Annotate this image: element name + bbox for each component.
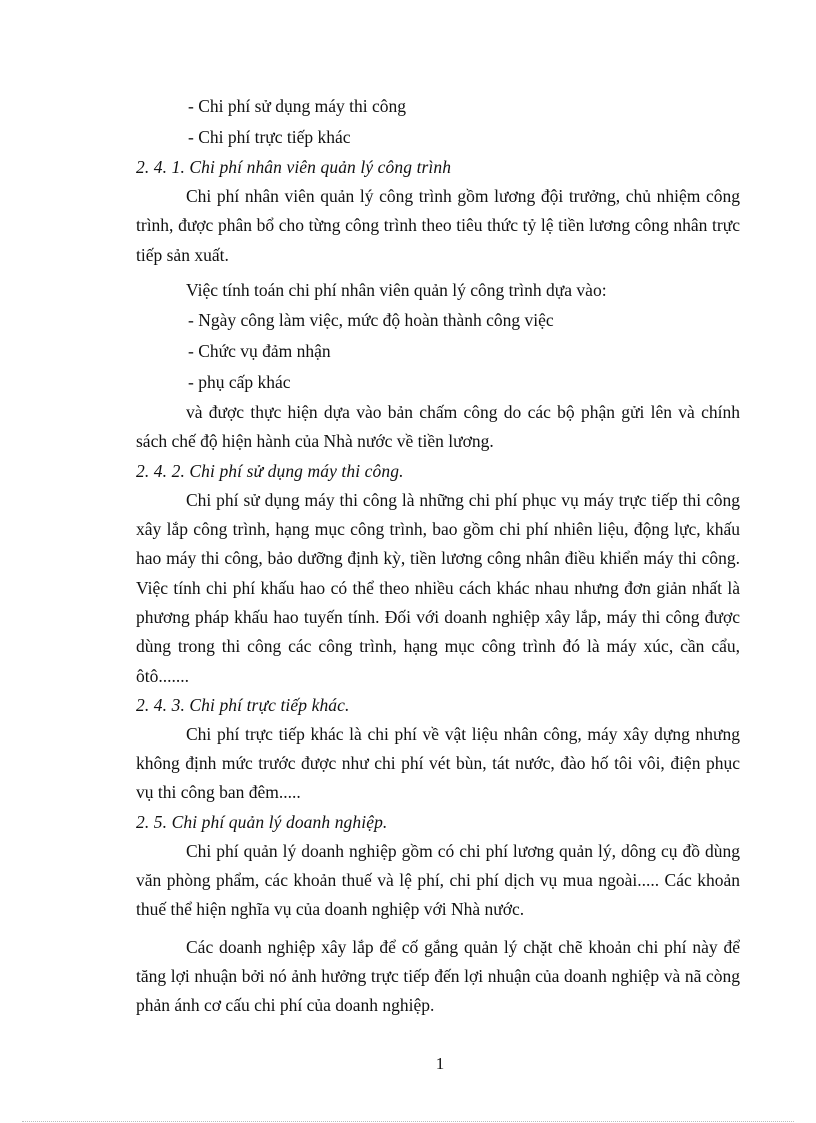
paragraph-2-4-2: Chi phí sử dụng máy thi công là những chi phí phục vụ máy trực tiếp thi công xây lắp công trình, hạng mục công trình, bao gồm chi phí nhiên liệu, động lực, khấu hao máy thi công, bảo dưỡng định kỳ, tiền lương công nhân điều khiển máy thi công. Việc tính chi phí khấu hao có thể theo nhiều cách khác nhau nhưng đơn giản nhất là phương pháp khấu hao tuyến tính. Đối với doanh nghiệp xây lắp, máy thi công được dùng trong thi công các công trình, hạng mục công trình đó là máy xúc, cần cẩu, ôtô....... [136,489,740,686]
page-content [136,91,740,1021]
heading-2-4-2: 2. 4. 2. Chi phí sử dụng máy thi công. [136,460,404,481]
list-item-working-days: - Ngày công làm việc, mức độ hoàn thành công việc [188,310,554,331]
paragraph-2-4-3: Chi phí trực tiếp khác là chi phí về vật liệu nhân công, máy xây dựng nhưng không định mức trước được như chi phí vét bùn, tát nước, đào hố tôi vôi, điện phục vụ thi công ban đêm..... [136,723,740,803]
intro-bullet-1: - Chi phí sử dụng máy thi công [188,96,407,116]
list-item-allowance: - phụ cấp khác [188,372,291,393]
paragraph-2-5-b: Các doanh nghiệp xây lắp để cố gắng quản lý chặt chẽ khoản chi phí này để tăng lợi nhuận bởi nó ảnh hưởng trực tiếp đến lợi nhuận của doanh nghiệp và nã còng phản ánh cơ cấu chi phí của doanh nghiệp. [136,936,740,1016]
paragraph-2-4-1-b: Việc tính toán chi phí nhân viên quản lý công trình dựa vào: [186,279,607,300]
intro-bullet-2: - Chi phí trực tiếp khác [188,127,351,147]
page-number: 1 [435,1054,445,1073]
page-bottom-divider [22,1121,794,1122]
heading-2-4-3: 2. 4. 3. Chi phí trực tiếp khác. [136,694,350,715]
paragraph-2-4-1-c: và được thực hiện dựa vào bản chấm công do các bộ phận gửi lên và chính sách chế độ hiện hành của Nhà nước về tiền lương. [136,402,740,452]
paragraph-2-5-a: Chi phí quản lý doanh nghiệp gồm có chi phí lương quản lý, dông cụ đồ dùng văn phòng phẩm, các khoản thuế và lệ phí, chi phí dịch vụ mua ngoài..... Các khoản thuế thể hiện nghĩa vụ của doanh nghiệp với Nhà nước. [136,840,740,920]
paragraph-2-4-1-a: Chi phí nhân viên quản lý công trình gồm lương đội trưởng, chủ nhiệm công trình, được phân bổ cho từng công trình theo tiêu thức tỷ lệ tiền lương công nhân trực tiếp sản xuất. [136,186,740,265]
heading-2-4-1: 2. 4. 1. Chi phí nhân viên quản lý công trình [136,157,452,177]
heading-2-5: 2. 5. Chi phí quản lý doanh nghiệp. [136,811,388,832]
list-item-position: - Chức vụ đảm nhận [188,341,331,362]
